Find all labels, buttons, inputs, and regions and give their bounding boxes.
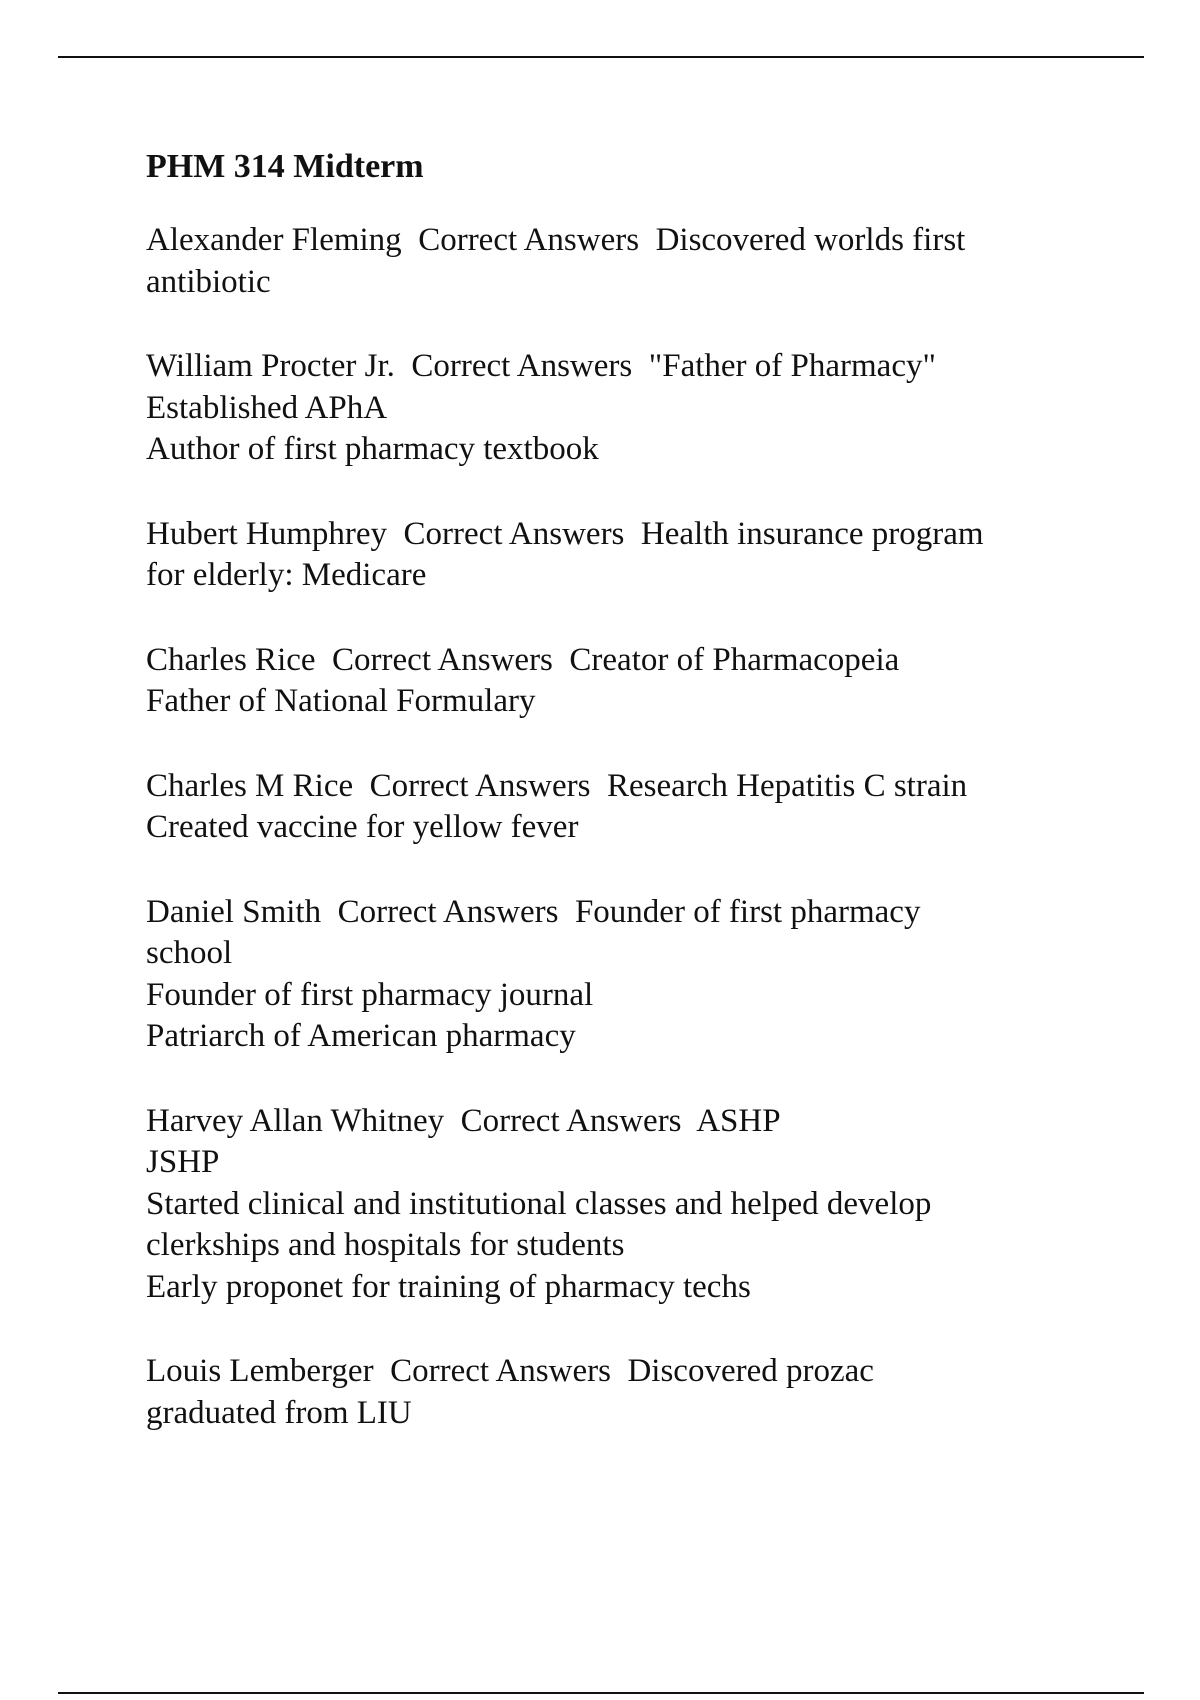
entry-first-line xyxy=(146,766,1106,808)
entry-separator: Correct Answers xyxy=(418,222,640,258)
entry-answer-line: Established APhA xyxy=(146,389,388,426)
entry-answer-line: clerkships and hospitals for students xyxy=(146,1227,625,1263)
top-rule xyxy=(58,56,1144,58)
entry-term: Charles Rice xyxy=(146,641,316,678)
entry-answer-line: JSHP xyxy=(146,1144,220,1180)
entry-first-line xyxy=(146,892,1106,934)
qa-entry xyxy=(146,640,1106,723)
entry-separator: Correct Answers xyxy=(460,1102,682,1139)
entry-separator: Correct Answers xyxy=(411,348,633,384)
document-body xyxy=(146,142,1106,1477)
entry-first-line xyxy=(146,514,1106,556)
qa-entry xyxy=(146,514,1106,597)
qa-entry xyxy=(146,892,1106,1058)
qa-entry xyxy=(146,346,1106,471)
entry-separator: Correct Answers xyxy=(390,1353,611,1389)
entry-term: Louis Lemberger xyxy=(146,1353,374,1389)
bottom-rule xyxy=(58,1692,1144,1694)
entry-term: William Procter Jr. xyxy=(146,348,395,384)
entry-separator: Correct Answers xyxy=(369,767,591,804)
entry-answer-line: Health insurance program xyxy=(640,515,984,552)
entry-answer-line: Father of National Formulary xyxy=(146,683,536,719)
entry-separator: Correct Answers xyxy=(337,893,559,930)
entry-answer-line: Discovered worlds first xyxy=(655,222,966,258)
qa-entry xyxy=(146,766,1106,849)
entry-answer-line: Created vaccine for yellow fever xyxy=(146,809,579,845)
entry-answer-line: Founder of first pharmacy xyxy=(574,893,921,930)
entry-term: Alexander Fleming xyxy=(146,222,402,258)
entry-answer-line: "Father of Pharmacy" xyxy=(648,348,936,384)
entry-answer-line: Early proponet for training of pharmacy techs xyxy=(146,1268,751,1305)
entry-term: Harvey Allan Whitney xyxy=(146,1102,445,1139)
entry-separator: Correct Answers xyxy=(332,641,553,678)
entry-answer-line: Author of first pharmacy textbook xyxy=(146,431,599,467)
entry-answer-line: Creator of Pharmacopeia xyxy=(569,641,900,678)
qa-entry xyxy=(146,220,1106,303)
entry-term: Charles M Rice xyxy=(146,767,354,804)
entry-term: Hubert Humphrey xyxy=(146,515,388,552)
entry-answer-line: Discovered prozac xyxy=(627,1353,874,1389)
qa-entry xyxy=(146,1351,1106,1434)
entry-answer-line: graduated from LIU xyxy=(146,1394,412,1431)
document-title: PHM 314 Midterm xyxy=(146,148,424,185)
entry-first-line xyxy=(146,1351,1106,1393)
entry-first-line xyxy=(146,640,1106,682)
entry-answer-line: Started clinical and institutional classes and helped develop xyxy=(146,1185,932,1222)
entry-answer-line: Founder of first pharmacy journal xyxy=(146,976,594,1013)
entry-first-line xyxy=(146,220,1106,262)
entry-answer-line: for elderly: Medicare xyxy=(146,557,427,593)
entry-separator: Correct Answers xyxy=(403,515,625,552)
qa-entry xyxy=(146,1101,1106,1309)
entry-first-line xyxy=(146,346,1106,388)
entry-answer-line: Research Hepatitis C strain xyxy=(607,767,968,804)
entry-first-line xyxy=(146,1101,1106,1143)
entry-answer-line: school xyxy=(146,935,233,971)
entry-answer-line: Patriarch of American pharmacy xyxy=(146,1018,576,1054)
entry-term: Daniel Smith xyxy=(146,893,322,930)
entry-answer-line: antibiotic xyxy=(146,263,271,300)
entry-answer-line: ASHP xyxy=(696,1102,781,1139)
